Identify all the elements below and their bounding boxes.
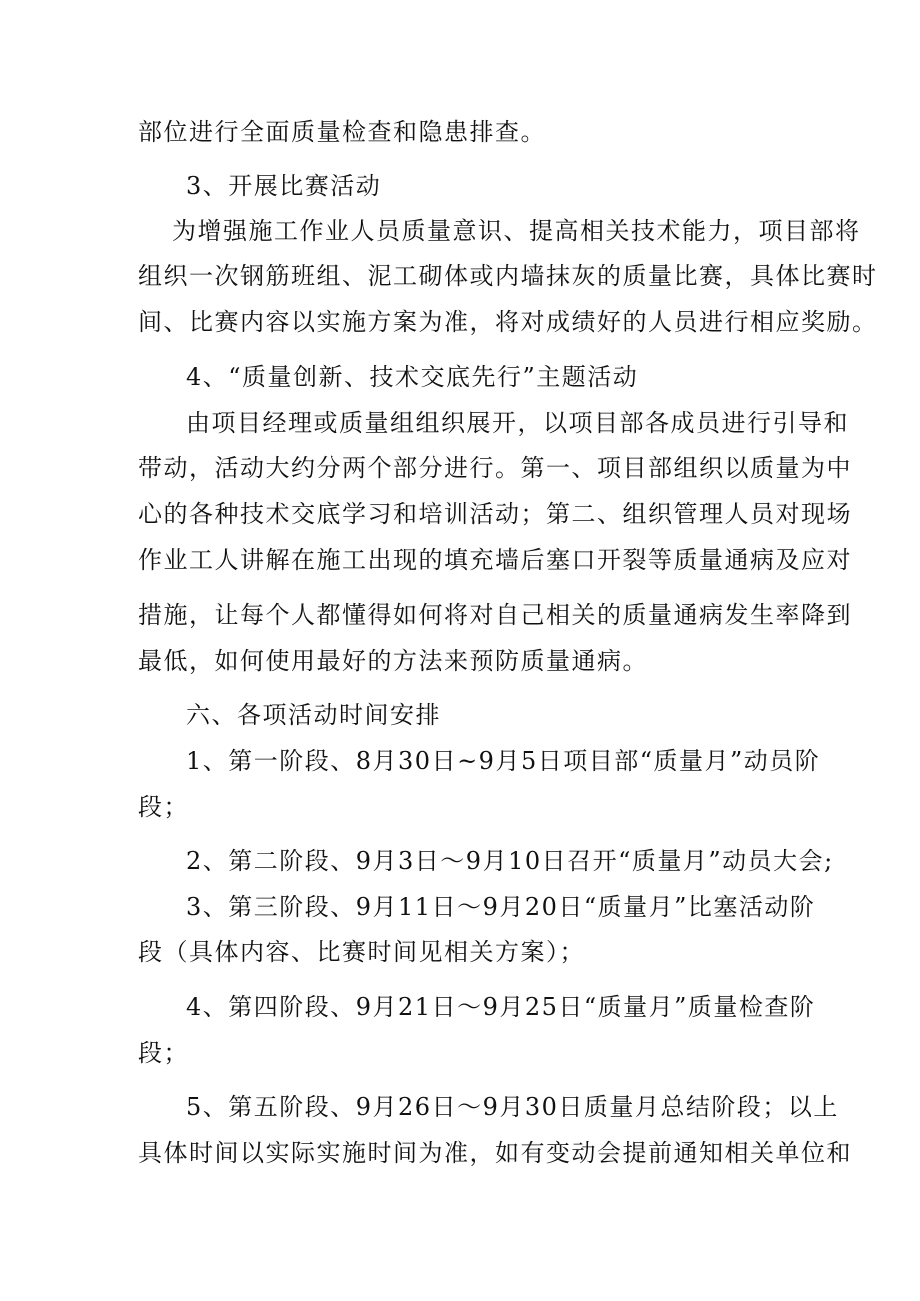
text-line: 部位进行全面质量检查和隐患排查。: [138, 118, 546, 146]
text-line: 间、比赛内容以实施方案为准，将对成绩好的人员进行相应奖励。: [138, 308, 878, 336]
schedule-item: 2、第二阶段、9月3日～9月10日召开“质量月”动员大会;: [186, 847, 834, 875]
text-line: 最低，如何使用最好的方法来预防质量通病。: [138, 647, 648, 675]
text-line: 为增强施工作业人员质量意识、提高相关技术能力，项目部将: [172, 217, 861, 245]
text-line: 段；: [138, 1039, 189, 1067]
section-heading-theme-activity: 4、“质量创新、技术交底先行”主题活动: [186, 363, 639, 391]
text-line: 心的各种技术交底学习和培训活动；第二、组织管理人员对现场: [138, 500, 852, 528]
section-heading-contest: 3、开展比赛活动: [186, 172, 382, 200]
text-line: 具体时间以实际实施时间为准，如有变动会提前通知相关单位和: [138, 1139, 852, 1167]
text-line: 段；: [138, 793, 189, 821]
text-line: 带动，活动大约分两个部分进行。第一、项目部组织以质量为中: [138, 454, 852, 482]
text-line: 措施，让每个人都懂得如何将对自己相关的质量通病发生率降到: [138, 601, 852, 629]
text-line: 段（具体内容、比赛时间见相关方案）；: [138, 938, 585, 966]
schedule-item: 5、第五阶段、9月26日～9月30日质量月总结阶段；以上: [186, 1093, 839, 1121]
text-line: 由项目经理或质量组组织展开，以项目部各成员进行引导和: [186, 409, 849, 437]
text-line: 作业工人讲解在施工出现的填充墙后塞口开裂等质量通病及应对: [138, 546, 852, 574]
schedule-item: 4、第四阶段、9月21日～9月25日“质量月”质量检查阶: [186, 993, 816, 1021]
text-line: 组织一次钢筋班组、泥工砌体或内墙抹灰的质量比赛，具体比赛时: [138, 262, 878, 290]
schedule-item: 1、第一阶段、8月30日~9月5日项目部“质量月”动员阶: [186, 747, 821, 775]
schedule-item: 3、第三阶段、9月11日～9月20日“质量月”比塞活动阶: [186, 893, 816, 921]
section-heading-schedule: 六、各项活动时间安排: [186, 701, 441, 729]
